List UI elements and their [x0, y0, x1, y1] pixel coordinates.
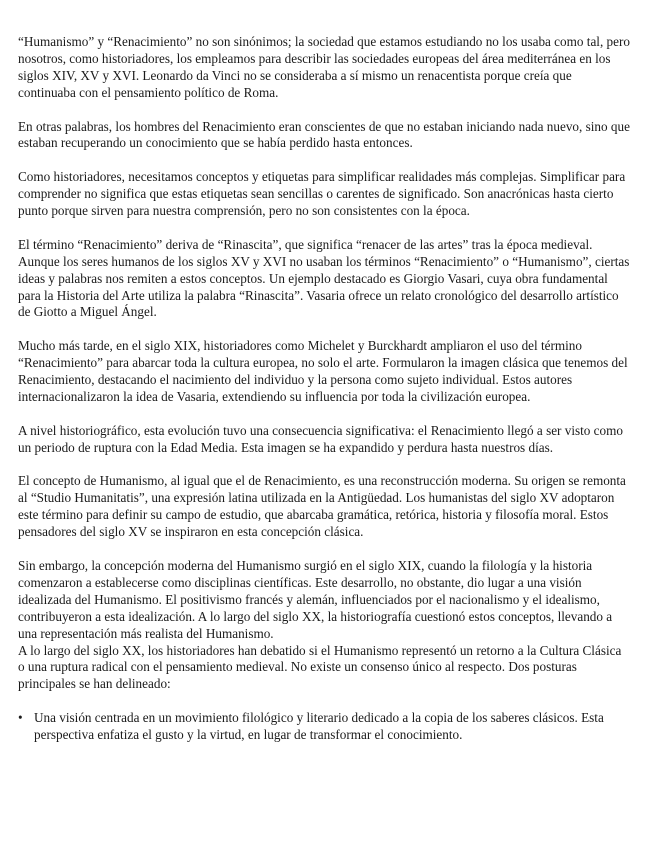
paragraph-michelet-burckhardt: Mucho más tarde, en el siglo XIX, historiadores como Michelet y Burckhardt ampliaron el uso del término “Renacimiento” para abarcar toda la cultura europea, no solo el arte. Formularon la imagen clásica que tenemos del Renacimiento, destacando el nacimiento del individuo y la persona como sujeto individual. Estos autores internacionalizaron la idea de Vasaria, extendiendo su influencia por toda la civilización europea.: [18, 338, 628, 404]
document-page: [18, 34, 630, 744]
paragraph-modern-humanism: Sin embargo, la concepción moderna del Humanismo surgió en el siglo XIX, cuando la filología y la historia comenzaron a establecerse como disciplinas científicas. Este desarrollo, no obstante, dio lugar a una visión idealizada del Humanismo. El positivismo francés y alemán, influenciados por el nacionalismo y el idealismo, contribuyeron a esta idealización. A lo largo del siglo XX, la historiografía cuestionó estos conceptos, llevando a una representación más realista del Humanismo.: [18, 557, 613, 641]
paragraph-intro: “Humanismo” y “Renacimiento” no son sinónimos; la sociedad que estamos estudiando no los usaba como tal, pero nosotros, como historiadores, los empleamos para describir las sociedades europeas del área mediterránea en los siglos XIV, XV y XVI. Leonardo da Vinci no se consideraba a sí mismo un renacentista porque creía que continuaba con el pensamiento político de Roma.: [18, 34, 630, 100]
list-item: [18, 710, 630, 744]
paragraph-historians-concepts: Como historiadores, necesitamos conceptos y etiquetas para simplificar realidades más complejas. Simplificar para comprender no significa que estas etiquetas sean sencillas o carentes de significado. Son anacrónicas hasta cierto punto porque sirven para nuestra comprensión, pero no son consistentes con la época.: [18, 169, 626, 219]
list-item-text: Una visión centrada en un movimiento filológico y literario dedicado a la copia de los saberes clásicos. Esta perspectiva enfatiza el gusto y la virtud, en lugar de transformar el conocimiento.: [34, 710, 604, 743]
paragraph-renaissance-awareness: En otras palabras, los hombres del Renacimiento eran conscientes de que no estaban iniciando nada nuevo, sino que estaban recuperando un conocimiento que se había perdido hasta entonces.: [18, 118, 630, 151]
paragraph-historiography: A nivel historiográfico, esta evolución tuvo una consecuencia significativa: el Renacimiento llegó a ser visto como un periodo de ruptura con la Edad Media. Esta imagen se ha expandido y perdura hasta nuestros días.: [18, 422, 623, 455]
paragraph-rinascita: El término “Renacimiento” deriva de “Rinascita”, que significa “renacer de las artes” tras la época medieval. Aunque los seres humanos de los siglos XV y XVI no usaban los términos “Renacimiento” o “Humanismo”, ciertas ideas y palabras nos remiten a estos conceptos. Un ejemplo destacado es Giorgio Vasari, cuya obra fundamental para la Historia del Arte utiliza la palabra “Rinascita”. Vasaria ofrece un relato cronológico del desarrollo artístico de Giotto a Miguel Ángel.: [18, 236, 630, 320]
positions-list: [18, 710, 630, 744]
paragraph-humanism-concept: El concepto de Humanismo, al igual que el de Renacimiento, es una reconstrucción moderna. Su origen se remonta al “Studio Humanitatis”, una expresión latina utilizada en la Antigüedad. Los humanistas del siglo XV adoptaron este término para definir su campo de estudio, que abarcaba gramática, retórica, historia y filosofía moral. Estos pensadores del siglo XV se inspiraron en esta concepción clásica.: [18, 473, 626, 540]
bullet-icon: •: [18, 710, 23, 726]
paragraph-debate: A lo largo del siglo XX, los historiadores han debatido si el Humanismo representó un retorno a la Cultura Clásica o una ruptura radical con el pensamiento medieval. No existe un consenso único al respecto. Dos posturas principales se han delineado:: [18, 642, 622, 692]
